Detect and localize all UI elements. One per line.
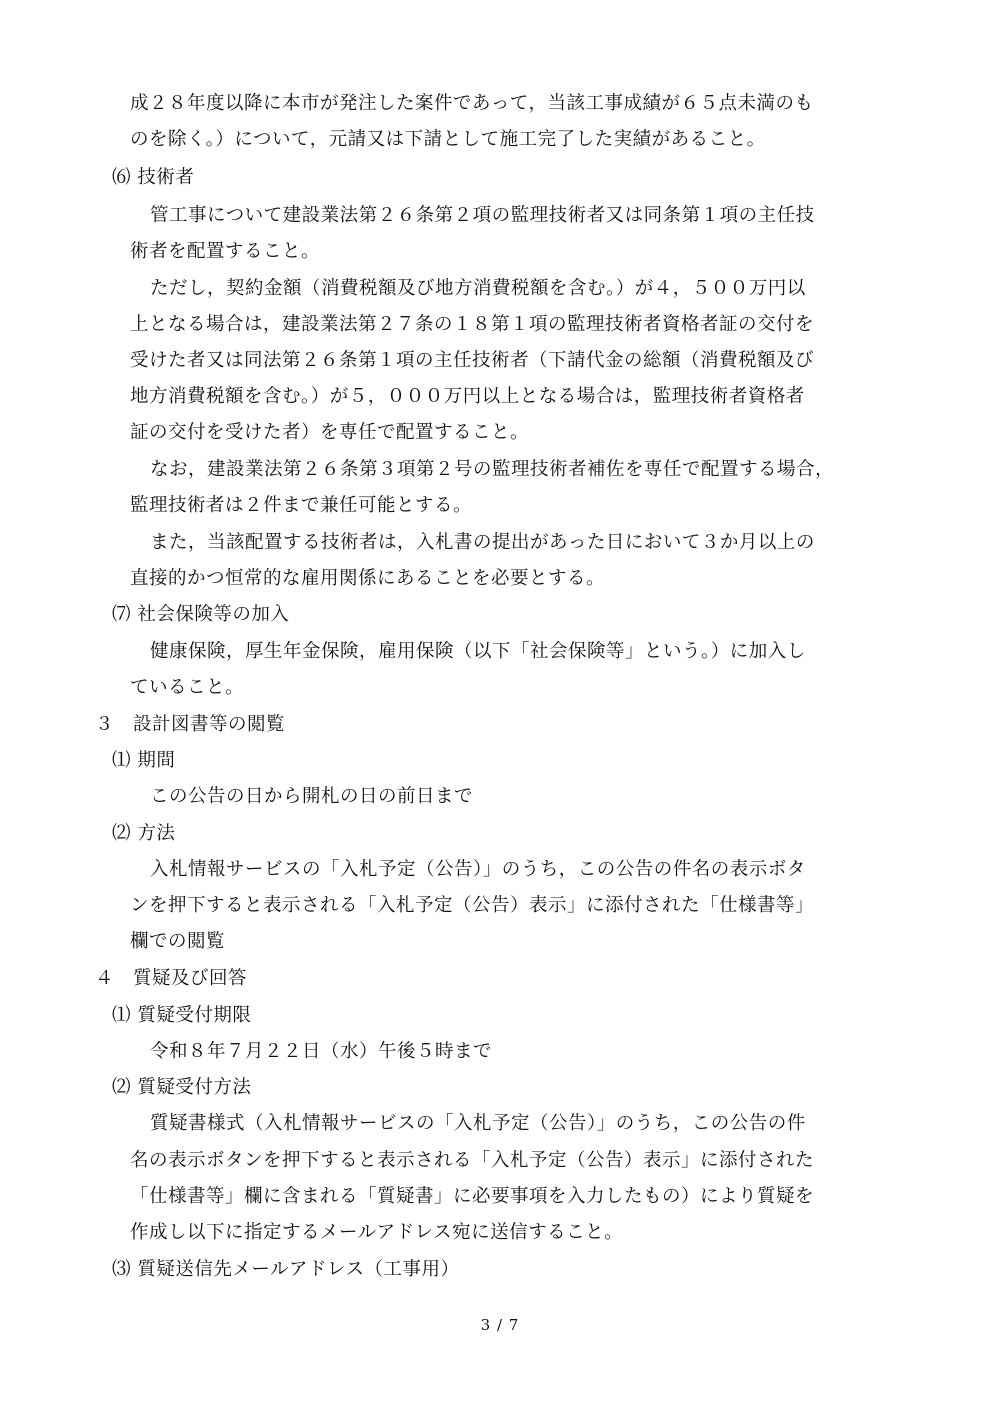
page-number: 3 / 7	[480, 1316, 520, 1334]
text-line: 「仕様書等」欄に含まれる「質疑書」に必要事項を入力したもの）により質疑を	[130, 1186, 815, 1207]
section-heading: ⑴ 期間	[112, 750, 176, 771]
text-line: 成２８年度以降に本市が発注した案件であって，当該工事成績が６５点未満のも	[130, 93, 814, 114]
text-line: ンを押下すると表示される「入札予定（公告）表示」に添付された「仕様書等」	[130, 895, 815, 916]
text-line: 管工事について建設業法第２６条第２項の監理技術者又は同条第１項の主任技	[150, 205, 815, 226]
text-line: 名の表示ボタンを押下すると表示される「入札予定（公告）表示」に添付された	[130, 1150, 815, 1171]
section-heading: ⑴ 質疑受付期限	[112, 1005, 252, 1026]
text-line: なお，建設業法第２６条第３項第２号の監理技術者補佐を専任で配置する場合，	[150, 459, 835, 480]
section-heading: ⑶ 質疑送信先メールアドレス（工事用）	[112, 1259, 460, 1280]
text-line: 作成し以下に指定するメールアドレス宛に送信すること。	[130, 1222, 624, 1243]
text-line: のを除く。）について，元請又は下請として施工完了した実績があること。	[130, 129, 766, 150]
text-line: 令和８年７月２２日（水）午後５時まで	[150, 1041, 493, 1062]
text-line: この公告の日から開札の日の前日まで	[150, 786, 474, 807]
text-line: 術者を配置すること。	[130, 241, 321, 262]
section-heading: ⑹ 技術者	[112, 167, 195, 188]
text-line: 地方消費税額を含む。）が５，０００万円以上となる場合は，監理技術者資格者	[130, 386, 805, 407]
text-line: 受けた者又は同法第２６条第１項の主任技術者（下請代金の総額（消費税額及び	[130, 350, 815, 371]
text-line: 入札情報サービスの「入札予定（公告）」のうち，この公告の件名の表示ボタ	[150, 859, 806, 880]
section-heading: ⑵ 質疑受付方法	[112, 1077, 252, 1098]
text-line: 直接的かつ恒常的な雇用関係にあることを必要とする。	[130, 568, 606, 589]
section-heading: ⑵ 方法	[112, 823, 176, 844]
chapter-heading: ３ 設計図書等の閲覧	[95, 714, 286, 735]
text-line: ただし，契約金額（消費税額及び地方消費税額を含む。）が４，５００万円以	[150, 278, 806, 299]
text-line: ていること。	[130, 677, 245, 698]
section-heading: ⑺ 社会保険等の加入	[112, 604, 290, 625]
text-line: 欄での閲覧	[130, 931, 226, 952]
text-line: また，当該配置する技術者は，入札書の提出があった日において３か月以上の	[150, 532, 815, 553]
text-line: 健康保険，厚生年金保険，雇用保険（以下「社会保険等」という。）に加入し	[150, 641, 806, 662]
text-line: 監理技術者は２件まで兼任可能とする。	[130, 495, 473, 516]
text-line: 証の交付を受けた者）を専任で配置すること。	[130, 422, 530, 443]
chapter-heading: ４ 質疑及び回答	[95, 968, 248, 989]
text-line: 上となる場合は，建設業法第２７条の１８第１項の監理技術者資格者証の交付を	[130, 314, 815, 335]
text-line: 質疑書様式（入札情報サービスの「入札予定（公告）」のうち，この公告の件	[150, 1113, 806, 1134]
